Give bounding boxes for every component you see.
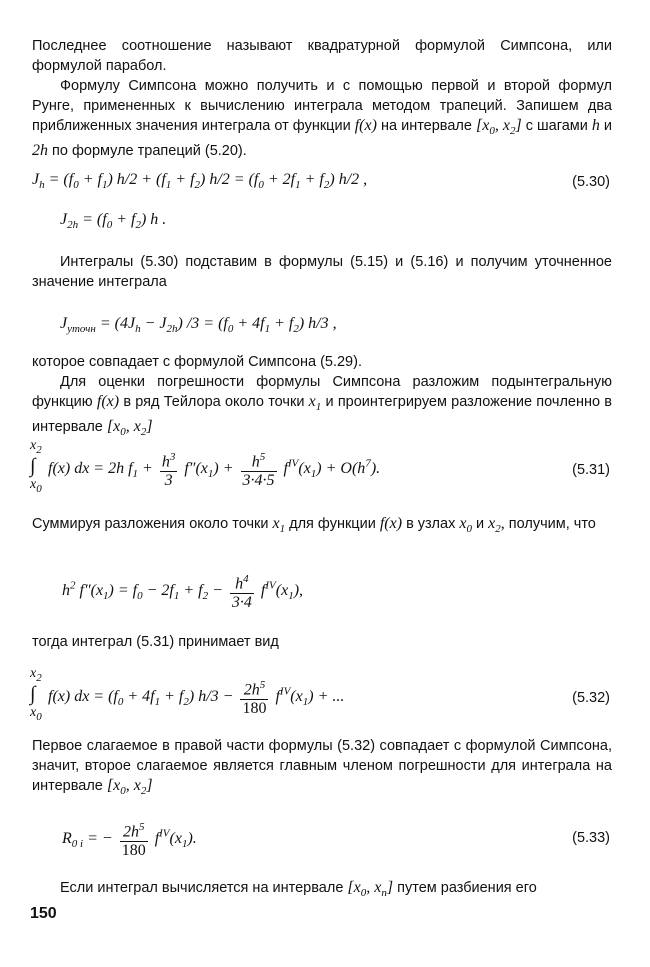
paragraph-if-integral: Если интеграл вычисляется на интервале [$x_0$, $x_n$] путем разбиения его: [60, 879, 537, 900]
paragraph-then: [32, 632, 612, 652]
equation-refined: $J_{уточн} = (4J_h - J_{2h}) /3 = (f_0 + 4f_1 + f_2)$ h/3 ,: [60, 315, 337, 336]
text: получим, что: [508, 516, 596, 532]
text: Если интеграл вычисляется на интервале: [60, 880, 344, 896]
text: для функции: [289, 516, 376, 532]
paragraph-coincides: [32, 352, 612, 372]
text: Суммируя разложения около точки: [32, 516, 269, 532]
text: с шагами: [525, 118, 588, 134]
text: в узлах: [406, 516, 456, 532]
text: и проинтегрируем разложение почленно в интервале: [32, 394, 612, 436]
equation-5-32: f(x) dx = $(f_0 + 4f_1 + f_2) h/3$ − $\frac{2h^5}{180}$ $f^{IV}(x_1)$ + ...: [48, 676, 344, 718]
equation-number: (5.32): [572, 690, 610, 706]
equation-number: (5.31): [572, 462, 610, 478]
text: и: [603, 118, 613, 134]
equation-5-31: f(x) dx = 2h $f_1$ + $\frac{h^3}{3}$ $f''(x_1)$ + $\frac{h^5}{3\cdot 4\cdot 5}$ $f^{IV}(x_1) + O(h^7)$.: [48, 448, 380, 490]
equation-second-derivative: $h^2$ $f''(x_1) = f_0 - 2f_1 + f_2$ − $\frac{h^4}{3\cdot 4}$ $f^{IV}(x_1)$,: [62, 570, 303, 612]
text: по формуле трапеций (5.20).: [52, 143, 247, 160]
text: и: [476, 516, 485, 532]
text: Последнее соотношение называют квадратурной формулой Симпсона, или формулой парабол.: [32, 38, 612, 74]
text: в ряд Тейлора около точки: [123, 394, 305, 410]
integral-limits-5-31: $x_2$ ∫ $x_0$: [30, 438, 42, 495]
subscript: уточн: [67, 323, 96, 336]
paragraph-intro: [32, 36, 612, 76]
text: Для оценки погрешности формулы Симпсона разложим подынтегральную функцию: [32, 374, 612, 410]
paragraph-summing: Суммируя разложения около точки $x_1$ для функции f(x) в узлах $x_0$ и $x_2$, получим, что: [32, 515, 596, 536]
text: Интегралы (5.30) подставим в формулы (5.15) и (5.16) и получим уточненное значение интеграла: [32, 254, 612, 290]
paragraph-first-term: Первое слагаемое в правой части формулы (5.32) совпадает с формулой Симпсона, значит, второе слагаемое является главным членом погрешности для интеграла на интервале [$x_0$, $x_2$]: [32, 738, 612, 798]
paragraph-error: Для оценки погрешности формулы Симпсона разложим подынтегральную функцию f(x) в ряд Тейлора около точки $x_1$ и проинтегрируем разложение почленно в интервале [$x_0$, $x_2$]: [32, 374, 612, 439]
equation-number: (5.30): [572, 174, 610, 190]
equation-number: (5.33): [572, 830, 610, 846]
text: которое совпадает с формулой Симпсона (5.29).: [32, 354, 362, 370]
text: на интервале: [380, 118, 472, 134]
paragraph-substitute: [32, 252, 612, 292]
text: Первое слагаемое в правой части формулы (5.32) совпадает с формулой Симпсона, значит, второе слагаемое является главным членом погрешности для интеграла на интервале: [32, 738, 612, 794]
text: путем разбиения его: [397, 880, 537, 896]
text: Формулу Симпсона можно получить и с помощью первой и второй формул Рунге, примененных к вычислению интеграла методом трапеций. Запишем два приближенных значения интеграла от функции: [32, 78, 612, 134]
equation-5-30-line2: $J_{2h} = (f_0 + f_2)$ h .: [60, 211, 167, 232]
integral-limits-5-32: $x_2$ ∫ $x_0$: [30, 666, 42, 723]
text: тогда интеграл (5.31) принимает вид: [32, 634, 279, 650]
equation-5-33: $R_{0 i}$ = − $\frac{2h^5}{180}$ $f^{IV}(x_1)$.: [62, 818, 197, 860]
equation-5-30-line1: $J_h = (f_0 + f_1) h/2 + (f_1 + f_2) h/2 = (f_0 + 2f_1 + f_2)$ h/2 ,: [32, 171, 368, 192]
paragraph-runge: Формулу Симпсона можно получить и с помощью первой и второй формул Рунге, примененных к вычислению интеграла методом трапеций. Запишем два приближенных значения интеграла от функции f(x) на интервале [$x_0$, $x_2$] с шагами h и 2h по формуле трапеций (5.20).: [32, 78, 613, 160]
page-number: 150: [30, 905, 57, 922]
